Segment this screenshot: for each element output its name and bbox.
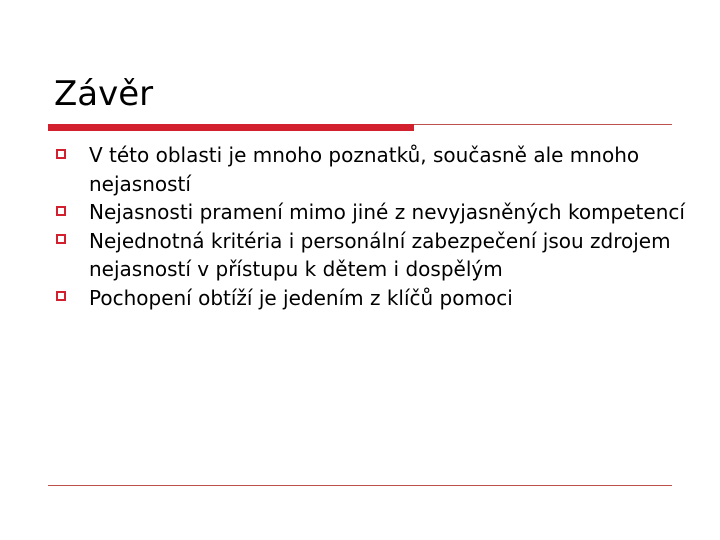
list-item [54, 198, 694, 227]
hollow-square-bullet-icon [56, 149, 66, 159]
list-item [54, 141, 694, 198]
bullet-text: V této oblasti je mnoho poznatků, současně ale mnoho nejasností [89, 143, 640, 196]
slide-title: Závěr [54, 74, 154, 114]
hollow-square-bullet-icon [56, 291, 66, 301]
footer-divider-line [48, 485, 672, 486]
hollow-square-bullet-icon [56, 206, 66, 216]
bullet-text: Pochopení obtíží je jedením z klíčů pomoci [89, 285, 513, 310]
title-accent-bar [48, 124, 414, 131]
bullet-text: Nejednotná kritéria i personální zabezpečení jsou zdrojem nejasností v přístupu k dětem i dospělým [89, 228, 671, 282]
bullet-text: Nejasnosti pramení mimo jiné z nevyjasněných kompetencí [89, 200, 685, 225]
hollow-square-bullet-icon [56, 234, 66, 244]
list-item [54, 227, 694, 284]
list-item [54, 284, 694, 313]
bullet-list [54, 141, 694, 313]
